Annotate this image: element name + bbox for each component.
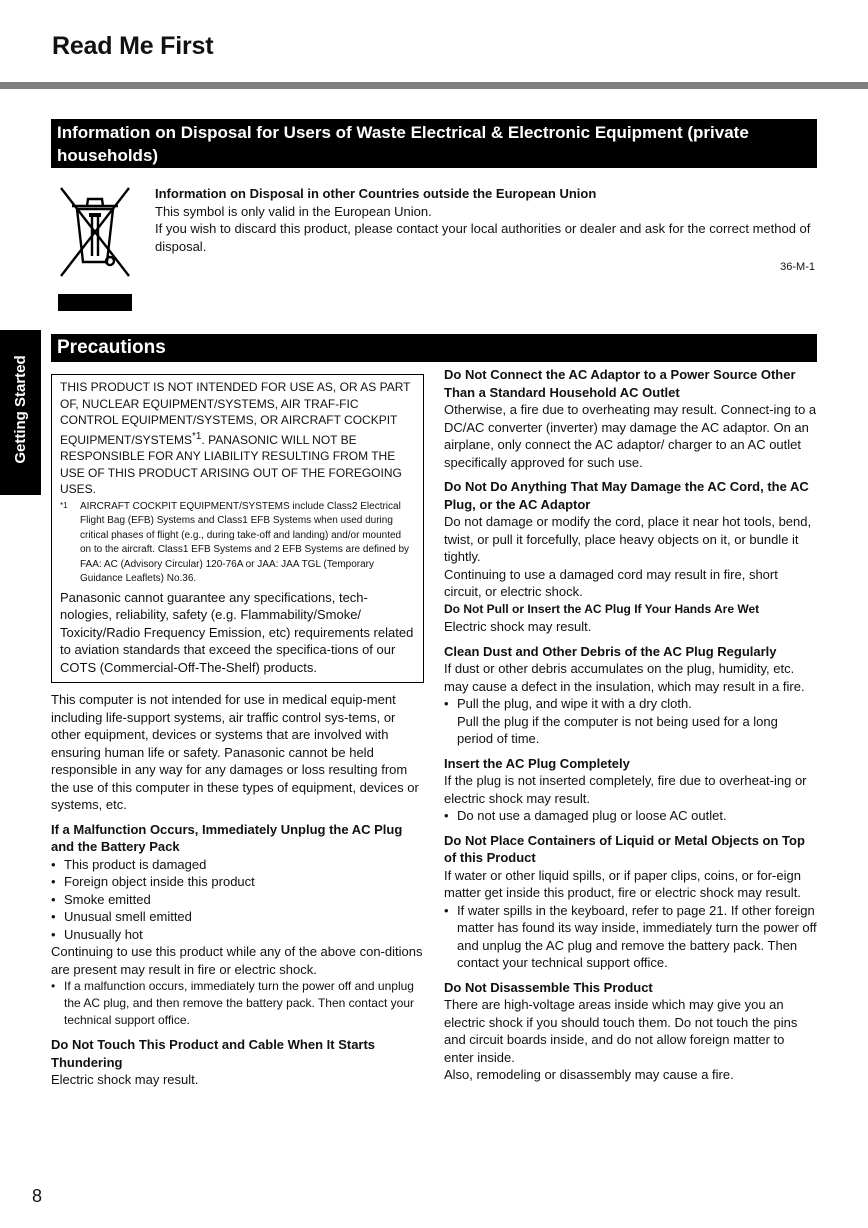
containers-heading: Do Not Place Containers of Liquid or Metal Objects on Top of this Product [444, 832, 805, 865]
ac-adaptor-body: Otherwise, a fire due to overheating may result. Connect-ing to a DC/AC converter (inverter) may damage the AC adaptor. On an airplane, only connect the AC adaptor/ charger to an AC outlet specifically approved for such use. [444, 402, 817, 470]
insert-plug-body: If the plug is not inserted completely, fire due to overheat-ing or electric shock may result. [444, 773, 807, 806]
list-item: • Unusual smell emitted [51, 909, 192, 924]
list-item: • Smoke emitted [51, 891, 151, 907]
clean-dust-section [444, 643, 817, 748]
malfunction-note: • If a malfunction occurs, immediately turn the power off and unplug the AC plug, and then remove the battery pack. Then contact your technical support office. [51, 979, 414, 1027]
containers-body: If water or other liquid spills, or if paper clips, coins, or for-eign matter get inside this product, fire or electric shock may result. [444, 867, 801, 900]
clean-dust-body: If dust or other debris accumulates on the plug, humidity, etc. may cause a defect in the insulation, which may result in a fire. [444, 661, 805, 694]
side-tab-label: Getting Started [12, 355, 29, 464]
disposal-heading: Information on Disposal in other Countries outside the European Union [155, 186, 597, 201]
disposal-line-1: This symbol is only valid in the European Union. [155, 203, 432, 219]
list-item: • If water spills in the keyboard, refer to page 21. If other foreign matter has found its way inside, immediately turn the power off and unplug the AC plug and remove the battery pack. Then contact your technical support office. [444, 902, 817, 970]
crossed-out-wheelie-bin-icon [57, 184, 133, 312]
header-rule [0, 82, 868, 89]
list-item: • Pull the plug, and wipe it with a dry cloth. Pull the plug if the computer is not being used for a long period of time. [444, 696, 778, 746]
disassemble-body: There are high-voltage areas inside which may give you an electric shock if you should touch them. Do not touch the pins and circuit boards inside, and do not allow foreign matter to enter inside. [444, 997, 798, 1065]
malfunction-continuing: Continuing to use this product while any of the above con-ditions are present may result in fire or electric shock. [51, 944, 423, 977]
list-item: • Foreign object inside this product [51, 874, 255, 889]
wet-hands-heading: Do Not Pull or Insert the AC Plug If Your Hands Are Wet [444, 601, 760, 616]
wet-hands-body: Electric shock may result. [444, 619, 592, 634]
disassemble-section [444, 979, 817, 1084]
cord-damage-section [444, 478, 817, 636]
notice-text-a: THIS PRODUCT IS NOT INTENDED FOR USE AS, OR AS PART OF, NUCLEAR EQUIPMENT/SYSTEMS, AIR TRAF-FIC CONTROL EQUIPMENT/SYSTEMS, OR AIRCRAFT COCKPIT EQUIPMENT/SYSTEMS [60, 380, 411, 447]
disposal-line-2: If you wish to discard this product, please contact your local authorities or dealer and ask for the correct method of disposal. [155, 221, 811, 254]
clean-dust-heading: Clean Dust and Other Debris of the AC Plug Regularly [444, 643, 777, 659]
disposal-section-title: Information on Disposal for Users of Waste Electrical & Electronic Equipment (private households) [51, 119, 817, 168]
notice-sup: *1 [192, 430, 202, 442]
list-item: • Do not use a damaged plug or loose AC outlet. [444, 808, 727, 823]
footnote-mark: *1 [60, 500, 68, 510]
aviation-notice-box [51, 374, 424, 683]
thunder-heading: Do Not Touch This Product and Cable When It Starts Thundering [51, 1037, 376, 1070]
cord-damage-body-1: Do not damage or modify the cord, place it near hot tools, bend, twist, or pull it forcefully, place heavy objects on it, or bundle it tightly. [444, 514, 812, 564]
left-column [51, 374, 424, 1089]
ac-adaptor-heading: Do Not Connect the AC Adaptor to a Power Source Other Than a Standard Household AC Outlet [444, 367, 796, 400]
disassemble-body-2: Also, remodeling or disassembly may cause a fire. [444, 1067, 734, 1082]
insert-plug-heading: Insert the AC Plug Completely [444, 755, 630, 771]
thunder-section [51, 1036, 424, 1089]
disposal-code: 36-M-1 [780, 261, 815, 273]
notice-text-b: . PANASONIC WILL NOT BE RESPONSIBLE FOR ANY LIABILITY RESULTING FROM THE USE OF THIS PRODUCT ARISING OUT OF THE FOREGOING USES. [60, 432, 402, 496]
containers-section [444, 832, 817, 972]
side-tab [0, 330, 41, 495]
cord-damage-body-2: Continuing to use a damaged cord may result in fire, short circuit, or electric shock. [444, 566, 778, 599]
malfunction-section [51, 821, 424, 1030]
page-title: Read Me First [52, 32, 214, 60]
aviation-notice-text [60, 379, 415, 498]
page-number: 8 [32, 1186, 43, 1206]
ac-adaptor-section [444, 366, 817, 471]
list-item: • Unusually hot [51, 926, 143, 942]
cord-damage-heading: Do Not Do Anything That May Damage the AC Cord, the AC Plug, or the AC Adaptor [444, 479, 809, 512]
disposal-info [155, 185, 815, 277]
right-column [444, 366, 817, 1084]
malfunction-heading: If a Malfunction Occurs, Immediately Unplug the AC Plug and the Battery Pack [51, 821, 403, 854]
notice-footnote [60, 500, 415, 587]
medical-paragraph: This computer is not intended for use in medical equip-ment including life-support systems, air traffic control sys-tems, or other equipment, devices or systems that are involved with ensuring human life or safety. Panasonic cannot be held responsible in any way for any damages or loss resulting from the use of this computer in these types of equipment, devices or systems, etc. [51, 692, 419, 812]
list-item: • This product is damaged [51, 856, 207, 872]
insert-plug-section [444, 755, 817, 825]
notice-cots-text: Panasonic cannot guarantee any specifications, tech-nologies, reliability, safety (e.g. Flammability/Smoke/ Toxicity/Radio Frequency Emission, etc) requirements related to aviation standards that exceed the specifica-tions of our COTS (Commercial-Off-The-Shelf) products. [60, 589, 414, 675]
disassemble-heading: Do Not Disassemble This Product [444, 979, 653, 995]
precautions-section-title: Precautions [51, 334, 817, 362]
thunder-body: Electric shock may result. [51, 1072, 199, 1087]
footnote-text: AIRCRAFT COCKPIT EQUIPMENT/SYSTEMS include Class2 Electrical Flight Bag (EFB) Systems and Class1 EFB Systems when used during critical phases of flight (e.g., during take-off and landing) and/or mounted on to the aircraft. Class1 EFB Systems and 2 EFB Systems are defined by FAA: AC (Advisory Circular) 120-76A or JAA: JAA TGL (Temporary Guidance Leaflets) No.36. [80, 500, 410, 584]
